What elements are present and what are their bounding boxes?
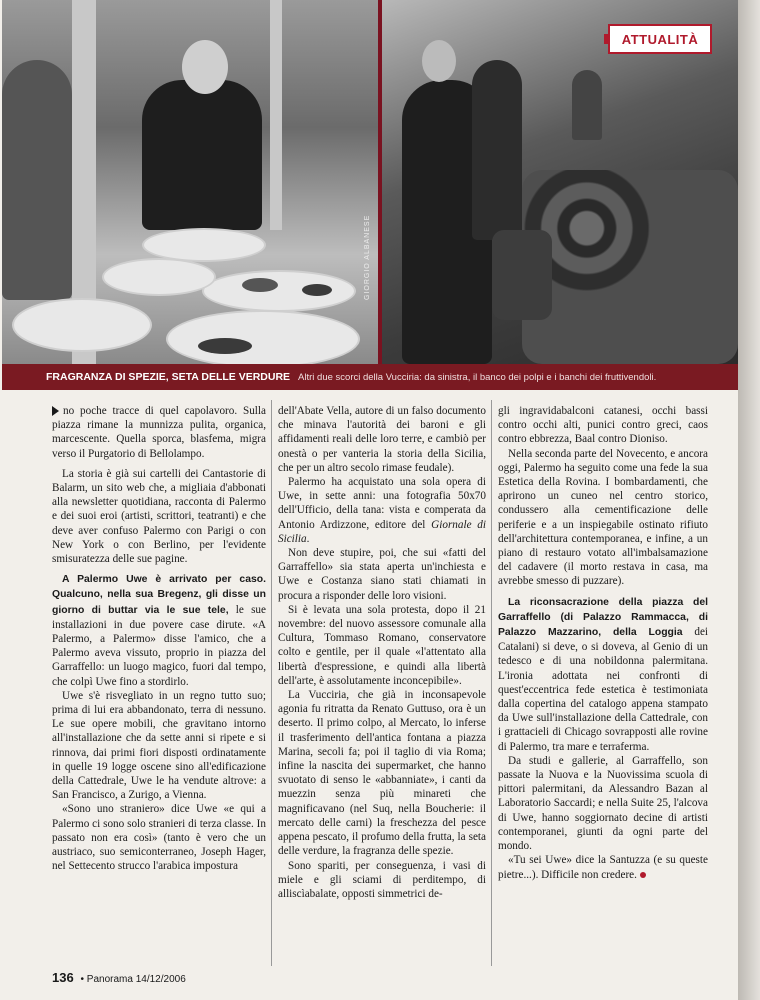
vendor-head xyxy=(182,40,228,94)
photo-credit: GIORGIO ALBANESE xyxy=(364,214,371,300)
caption-title: FRAGRANZA DI SPEZIE, SETA DELLE VERDURE xyxy=(46,371,291,383)
paragraph-text: Palermo ha acquistato una sola opera di Uwe, in sette anni: una fotografia 50x70 dell'Ufficio, della tana: vista e comperata da Antonio Ardizzone, editore del xyxy=(278,476,486,531)
plate xyxy=(142,228,266,262)
article-column-3 xyxy=(498,404,708,882)
footer-bullet: • xyxy=(80,974,84,985)
paragraph: Da studi e gallerie, al Garraffello, son passate la Nuova e la Nuovissima scuola di pittori palermitani, da Alessandro Bazan al Laboratorio Saccardi; e nella Suite 25, l'alcova di Uwe, hanno soggiornato decine di artisti contemporanei, giunti da ogni parte del mondo. xyxy=(498,754,708,853)
paragraph: «Sono uno straniero» dice Uwe «e qui a Palermo ci sono solo stranieri di terza classe. In passato non era così» (tanto è vero che un austriaco, suo semiconterraneo, Joseph Hager, nel Settecento strucco l'arabica impostura xyxy=(52,803,266,873)
paragraph: Nella seconda parte del Novecento, e ancora oggi, Palermo ha seguito come una fede la sua Estetica della Rovina. I bombardamenti, che aprirono un cuneo nel centro storico, condussero alla cementificazione delle periferie e a un inspiegabile ostinato rifiuto dell'architettura contemporanea, e infine, a un piano di restauro votato all'imbalsamazione del cadavere (il morto restava in casa, ma avrebbe smesso di puzzare). xyxy=(498,447,708,588)
lead-in-bold: A Palermo Uwe è arrivato per caso. Qualcuno, nella sua Bregenz, gli disse un giorno di buttar via le sue tele, xyxy=(52,574,266,616)
paragraph-text: le sue installazioni in due povere case dirute. «A Palermo, a Palermo» disse l'amico, che a Palermo aveva vissuto, proprio in piazza del Garraffello: un luogo magico, fuori dal tempo, che colpì Uwe fino a stordirlo. xyxy=(52,603,266,688)
lead-in-bold: La riconsacrazione della piazza del Garraffello (di Palazzo Rammacca, di Palazzo Mazzarino, della Loggia xyxy=(498,596,708,639)
page-number: 136 xyxy=(52,970,74,985)
column-rule xyxy=(491,400,492,966)
section-tag xyxy=(608,24,712,54)
paragraph: Non deve stupire, poi, che sui «fatti del Garraffello» sia stata aperta un'inchiesta e Uwe e Costanza siano stati chiamati in procura a risponder delle loro visioni. xyxy=(278,547,486,602)
paragraph: La Vucciria, che già in inconsapevole agonia fu ritratta da Renato Guttuso, ora è un deserto. Il primo colpo, al Mercato, lo inferse il trasferimento dell'antica fontana a piazza Marina, secoli fa; poi il taglio di via Roma; infine la nascita dei supermarket, che hanno svuotato di senso le «abbanniate», i canti da muezzin senza più minareti che magnificavano (nel Suq, nella Boucherie: il mercato delle carni) la freschezza del pesce appena pescato, il profumo della frutta, la seta delle verdure, la fragranza delle spezie. xyxy=(278,689,486,858)
octopus xyxy=(198,338,252,354)
photo-fruit-stalls xyxy=(382,0,738,364)
article-column-2 xyxy=(278,404,486,901)
vendor-figure xyxy=(142,80,262,230)
octopus xyxy=(302,284,332,296)
shopper-head xyxy=(422,40,456,82)
section-tag-marker xyxy=(604,34,608,44)
magazine-name: Panorama xyxy=(86,974,133,985)
article-column-1 xyxy=(52,404,266,874)
fruit-display xyxy=(522,170,738,364)
plate xyxy=(202,270,356,312)
paragraph-text: dei Catalani) si deve, o si doveva, al Genio di un tedesco e di una nobildonna palermitana. L'ironia adottata nei confronti di quest'eccentrica fede estetica è testimoniata dalla copertina del catalogo appena stampato da Uwe sull'installazione della Cattedrale, con i grattacieli di Chicago sovrapposti alle rovine di Palermo, tra mare e terraferma. xyxy=(498,626,709,753)
paragraph: Sono spariti, per conseguenza, i vasi di miele e gli sciami di perditempo, di alliscìabalate, opposti simmetrici de- xyxy=(278,859,486,900)
paragraph xyxy=(52,404,266,461)
stall-pole xyxy=(270,0,282,230)
caption-text: Altri due scorci della Vucciria: da sinistra, il banco dei polpi e i banchi dei fruttivendoli. xyxy=(298,371,657,383)
section-tag-label: ATTUALITÀ xyxy=(621,31,699,47)
distant-figure xyxy=(572,70,602,140)
paragraph: La storia è già sui cartelli dei Cantastorie di Balarm, un sito web che, a migliaia d'abbonati alla newsletter quotidiana, racconta di Palermo e dei suoi eroi (artisti, scrittori, teatranti) e che deve aver confuso Palermo con Parigi o con New York o con Berlino, per l'evidente smisuratezza delle sue pagine. xyxy=(52,467,266,566)
photo-spread xyxy=(2,0,738,364)
newspaper-title: Giornale di Sicilia xyxy=(278,518,486,545)
photo-caption-bar xyxy=(2,364,738,390)
paragraph: dell'Abate Vella, autore di un falso documento che minava l'autorità dei baroni e gli affidamenti reali delle loro terre, e cambiò per onestà o per vanteria la storia della Sicilia, che per un altro secolo rimase feudale). xyxy=(278,405,486,474)
paragraph: Uwe s'è risvegliato in un regno tutto suo; prima di lui era abbandonato, terra di nessuno. Le sue opere mobili, che gravitano intorno all'installazione che da sette anni si ripete e si rinnova, dai primi fiori disposti ordinatamente in quelle 19 logge oscene sino all'edificazione della Cattedrale, Uwe le ha vendute altrove: a San Francisco, a Zurigo, a Vienna. xyxy=(52,689,266,802)
plate xyxy=(166,310,360,364)
paragraph-text: «Tu sei Uwe» dice la Santuzza (e su queste pietre...). Difficile non credere. xyxy=(498,854,708,881)
end-of-article-icon xyxy=(640,872,646,878)
shopper-figure xyxy=(472,60,522,240)
paragraph-text: . xyxy=(306,532,310,545)
paragraph xyxy=(52,572,266,689)
customer-figure xyxy=(2,60,72,300)
page-edge-shadow xyxy=(738,0,760,1000)
octopus xyxy=(242,278,278,292)
column-rule xyxy=(271,400,272,966)
paragraph xyxy=(278,475,486,546)
vegetable-crate xyxy=(492,230,552,320)
plate xyxy=(12,298,152,352)
continue-arrow-icon xyxy=(52,406,59,416)
issue-date: 14/12/2006 xyxy=(135,974,186,985)
paragraph: Si è levata una sola protesta, dopo il 21 novembre: del nuovo assessore comunale alla Cultura, Tommaso Romano, conservatore colto e gentile, per il quale «l'attentato alla libertà d'espressione, e quindi alla libertà dell'arte, è assolutamente inconcepibile». xyxy=(278,603,486,687)
page-footer xyxy=(52,970,186,985)
paragraph-text: no poche tracce di quel capolavoro. Sulla piazza rimane la munnizza pulita, organica, marcescente. Quella sporca, blasfema, migra verso il Purgatorio di Bellolampo. xyxy=(52,405,266,460)
photo-octopus-stall xyxy=(2,0,380,364)
paragraph xyxy=(498,853,708,881)
plate xyxy=(102,258,216,296)
paragraph: gli ingravidabalconi catanesi, occhi bassi contro occhi alti, punici contro greci, caos contro ebbrezza, Baal contro Dioniso. xyxy=(498,405,708,446)
paragraph xyxy=(498,595,708,754)
